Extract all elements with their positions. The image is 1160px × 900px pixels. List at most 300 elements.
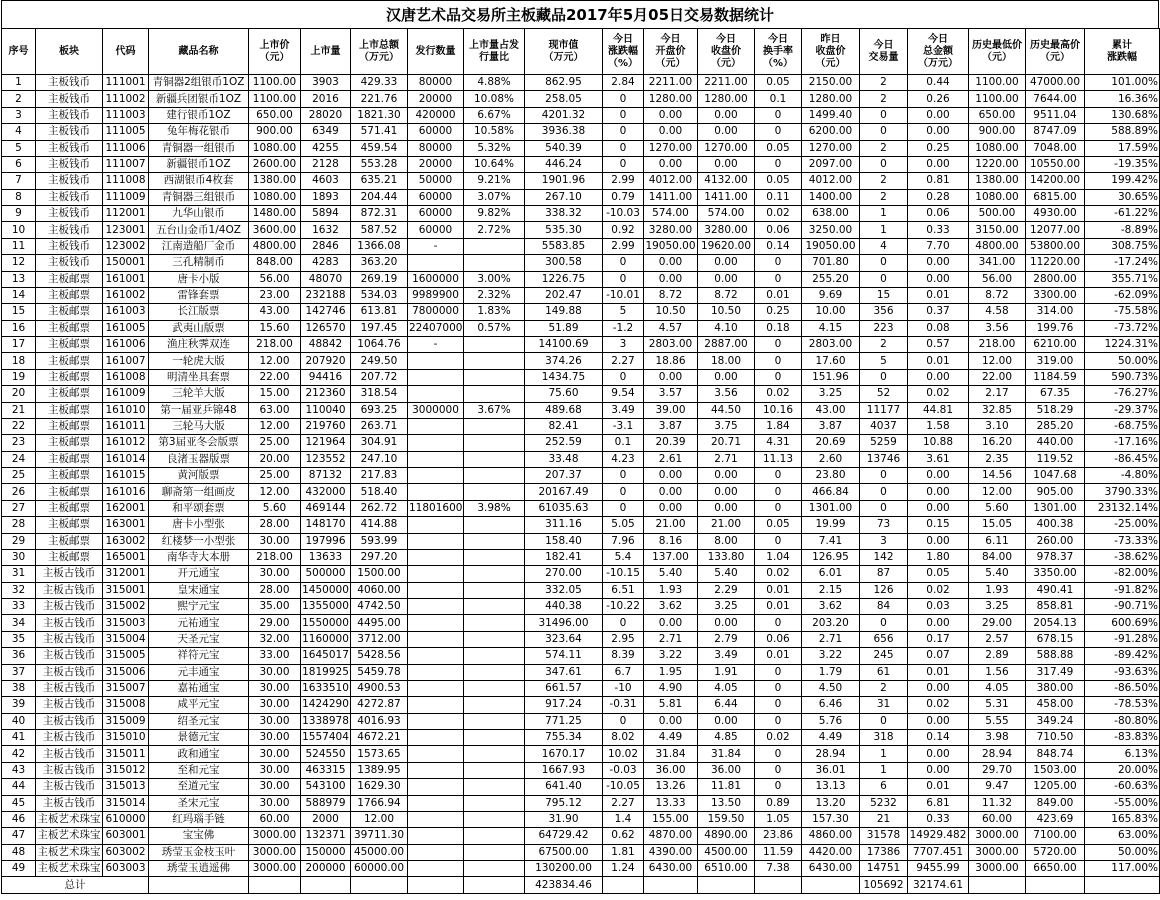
table-cell: 1632 [301,222,351,238]
table-cell: 主板古钱币 [36,779,103,795]
table-cell: 0 [860,615,908,631]
table-cell: 5.05 [603,517,644,533]
table-cell: 84.00 [969,549,1026,565]
table-cell: 1270.00 [644,140,698,156]
header-row [2,29,1160,75]
table-cell: 23.00 [249,287,301,303]
table-cell: 0 [603,615,644,631]
table-cell: 11177 [860,402,908,418]
table-cell: 23 [2,435,36,451]
table-cell [464,795,525,811]
table-cell: 656 [860,631,908,647]
table-cell: 4.31 [755,435,802,451]
table-cell: 158.40 [525,533,603,549]
table-cell: 0.00 [908,255,969,271]
table-cell: 420000 [408,107,464,123]
table-cell: -62.09% [1085,287,1160,303]
table-cell: 9.69 [802,287,860,303]
table-cell: 574.11 [525,648,603,664]
table-cell: 33.00 [249,648,301,664]
table-cell: 0.00 [908,107,969,123]
table-cell: -10.15 [603,566,644,582]
table-cell: 4255 [301,140,351,156]
table-cell: 13 [2,271,36,287]
table-cell [408,861,464,877]
table-cell: 285.20 [1026,418,1085,434]
table-cell: 0.26 [908,91,969,107]
table-cell: 317.49 [1026,664,1085,680]
table-cell: 18.86 [644,353,698,369]
table-cell: 0.07 [908,648,969,664]
table-row [2,140,1160,156]
table-cell: 0.1 [755,91,802,107]
table-cell: 2.84 [603,75,644,91]
table-cell: 142746 [301,304,351,320]
table-cell: 4.49 [644,730,698,746]
table-cell: 701.80 [802,255,860,271]
table-cell [408,451,464,467]
table-cell: 314.00 [1026,304,1085,320]
table-cell [464,549,525,565]
table-cell: 315011 [103,746,149,762]
table-cell: 4603 [301,173,351,189]
table-cell [408,386,464,402]
table-cell: 500000 [301,566,351,582]
table-cell: 315006 [103,664,149,680]
table-cell: 6.67% [464,107,525,123]
column-header: 代码 [103,29,149,75]
table-cell: 60000 [408,206,464,222]
table-cell: 1184.59 [1026,369,1085,385]
table-cell: 0.03 [908,599,969,615]
table-cell: 148170 [301,517,351,533]
table-cell: 30.00 [249,730,301,746]
table-cell: 2.17 [969,386,1026,402]
table-cell: 3.10 [969,418,1026,434]
table-cell: 6 [2,156,36,172]
table-cell: 主板古钱币 [36,615,103,631]
table-cell: 主板邮票 [36,320,103,336]
table-cell: 0.89 [755,795,802,811]
table-cell: 1901.96 [525,173,603,189]
table-cell: 29.00 [969,615,1026,631]
table-cell: 5.32% [464,140,525,156]
table-cell: -19.35% [1085,156,1160,172]
table-cell: 4.50 [802,680,860,696]
table-cell: 490.41 [1026,582,1085,598]
table-cell: 30.00 [249,566,301,582]
table-cell: 1380.00 [969,173,1026,189]
table-cell: 0 [603,713,644,729]
table-cell: 0 [755,484,802,500]
table-cell: 1.24 [603,861,644,877]
table-cell: 5.4 [603,549,644,565]
table-cell: 638.00 [802,206,860,222]
table-cell: 聊斋第一组画皮 [149,484,249,500]
table-cell: 423.69 [1026,811,1085,827]
table-cell: 10.50 [644,304,698,320]
table-cell: 163002 [103,533,149,549]
table-cell: 635.21 [351,173,408,189]
table-cell: 0.00 [908,615,969,631]
table-cell: 574.00 [644,206,698,222]
column-header: 板块 [36,29,103,75]
table-cell: 2 [860,75,908,91]
table-cell: 13.33 [644,795,698,811]
table-cell: 9455.99 [908,861,969,877]
table-cell: 4890.00 [698,828,755,844]
table-cell: 青铜器一组银币 [149,140,249,156]
table-cell: 204.44 [351,189,408,205]
table-cell: 1280.00 [802,91,860,107]
table-cell: 1557404 [301,730,351,746]
column-header: 历史最高价 （元） [1026,29,1085,75]
table-cell: 311.16 [525,517,603,533]
table-cell: 0.05 [908,566,969,582]
table-cell: 315004 [103,631,149,647]
table-cell: 249.50 [351,353,408,369]
table-cell: 3903 [301,75,351,91]
table-cell: 267.10 [525,189,603,205]
table-cell: 163001 [103,517,149,533]
table-cell: 9.47 [969,779,1026,795]
table-cell: 36.00 [698,762,755,778]
table-cell: 30.00 [249,762,301,778]
table-cell: 和平颂套票 [149,500,249,516]
table-cell: 45 [2,795,36,811]
table-cell: 6.01 [802,566,860,582]
table-cell: 3.62 [644,599,698,615]
table-row [2,648,1160,664]
table-cell: 0 [755,353,802,369]
table-cell: 1499.40 [802,107,860,123]
table-cell: 2.27 [603,795,644,811]
table-row [2,75,1160,91]
table-cell: -83.83% [1085,730,1160,746]
table-row [2,779,1160,795]
table-cell [408,435,464,451]
table-cell: 588979 [301,795,351,811]
table-cell: 4800.00 [249,238,301,254]
table-cell: 1645017 [301,648,351,664]
table-cell: 30 [2,549,36,565]
table-cell: 64729.42 [525,828,603,844]
table-cell: 56.00 [969,271,1026,287]
table-cell: 主板古钱币 [36,648,103,664]
table-cell: 304.91 [351,435,408,451]
table-cell: 60000 [408,222,464,238]
table-cell: 31578 [860,828,908,844]
table-cell: 主板邮票 [36,435,103,451]
table-cell: 159.50 [698,811,755,827]
table-cell: 4201.32 [525,107,603,123]
table-cell: 0.00 [698,124,755,140]
column-header: 今日 交易量 [860,29,908,75]
table-cell: 0 [755,533,802,549]
table-cell [408,877,464,893]
table-cell: 0.02 [755,566,802,582]
table-cell: 28.00 [249,582,301,598]
table-cell: 260.00 [1026,533,1085,549]
table-cell [408,844,464,860]
table-cell: 48842 [301,337,351,353]
table-cell: 青铜器三组银币 [149,189,249,205]
table-cell: 33 [2,599,36,615]
table-row [2,369,1160,385]
table-cell: 0.00 [698,468,755,484]
table-cell: 0 [755,468,802,484]
table-cell: 650.00 [249,107,301,123]
table-cell: 315009 [103,713,149,729]
table-cell: 540.39 [525,140,603,156]
table-cell: 0.00 [908,271,969,287]
table-cell: 603001 [103,828,149,844]
table-cell: 1280.00 [644,91,698,107]
table-cell: 263.71 [351,418,408,434]
table-cell: 2097.00 [802,156,860,172]
table-cell: 祥符元宝 [149,648,249,664]
table-cell: 1270.00 [802,140,860,156]
table-cell: 三孔精制币 [149,255,249,271]
table-cell: 主板邮票 [36,549,103,565]
table-cell [408,468,464,484]
table-cell: 466.84 [802,484,860,500]
table-cell: 6349 [301,124,351,140]
table-cell [464,615,525,631]
table-cell: 4742.50 [351,599,408,615]
table-cell: 3.98% [464,500,525,516]
table-cell: 693.25 [351,402,408,418]
column-header: 现市值 （万元） [525,29,603,75]
table-cell: 5.31 [969,697,1026,713]
table-cell: 4.23 [603,451,644,467]
table-cell [464,877,525,893]
table-cell: 18.00 [698,353,755,369]
table-cell: 0.00 [644,255,698,271]
table-cell: 唐卡小型张 [149,517,249,533]
table-cell: 126570 [301,320,351,336]
table-cell: 165001 [103,549,149,565]
table-cell: 315005 [103,648,149,664]
table-cell: 19.99 [802,517,860,533]
table-cell: 2.35 [969,451,1026,467]
table-cell: 14100.69 [525,337,603,353]
table-cell: 489.68 [525,402,603,418]
table-cell: 0.00 [644,500,698,516]
table-cell: 1224.31% [1085,337,1160,353]
table-cell: 17 [2,337,36,353]
table-cell: 161007 [103,353,149,369]
table-cell: 126 [860,582,908,598]
table-cell: 9.54 [603,386,644,402]
table-cell: 161003 [103,304,149,320]
table-cell: 0.01 [755,648,802,664]
table-cell: 73 [860,517,908,533]
table-cell: 111008 [103,173,149,189]
table-cell: 1355000 [301,599,351,615]
table-cell: 67500.00 [525,844,603,860]
table-cell: 67.35 [1026,386,1085,402]
table-cell: 2.71 [802,631,860,647]
table-cell: 20.00% [1085,762,1160,778]
table-cell: 3.25 [802,386,860,402]
table-cell: -78.53% [1085,697,1160,713]
table-cell: 主板古钱币 [36,631,103,647]
table-cell: 4.57 [644,320,698,336]
table-cell [408,255,464,271]
table-row [2,795,1160,811]
table-cell: 2150.00 [802,75,860,91]
table-cell: 0.00 [698,484,755,500]
table-cell: 30.00 [249,795,301,811]
table-cell: 5.76 [802,713,860,729]
table-cell: 8.72 [969,287,1026,303]
table-cell: 10 [2,222,36,238]
table-cell: 1629.30 [351,779,408,795]
table-cell: 2 [860,173,908,189]
table-row [2,189,1160,205]
table-cell [408,615,464,631]
table-cell: 212360 [301,386,351,402]
table-cell: 主板钱币 [36,189,103,205]
table-cell [1085,877,1160,893]
table-cell: 12 [2,255,36,271]
table-cell: 武夷山版票 [149,320,249,336]
table-cell: 155.00 [644,811,698,827]
table-cell: 主板古钱币 [36,566,103,582]
table-cell: 主板钱币 [36,140,103,156]
table-cell: 0.00 [908,533,969,549]
table-cell: 200000 [301,861,351,877]
table-cell: 1389.95 [351,762,408,778]
table-cell: 39 [2,697,36,713]
table-row [2,255,1160,271]
table-cell: 主板古钱币 [36,730,103,746]
table-cell: 0 [860,369,908,385]
table-cell: 319.00 [1026,353,1085,369]
table-cell: 0 [860,271,908,287]
table-cell: 94416 [301,369,351,385]
table-cell: 151.96 [802,369,860,385]
table-cell: 主板古钱币 [36,762,103,778]
table-cell: 0.14 [755,238,802,254]
table-cell: 17.59% [1085,140,1160,156]
table-cell: 4.85 [698,730,755,746]
table-cell: 0.37 [908,304,969,320]
table-cell: 11.32 [969,795,1026,811]
table-cell: 4.88% [464,75,525,91]
table-cell: 0 [860,124,908,140]
table-cell: 8.00 [698,533,755,549]
table-cell: 3.49 [698,648,755,664]
table-cell [408,631,464,647]
table-cell: 0 [755,762,802,778]
table-cell: 建行银币1OZ [149,107,249,123]
table-row [2,599,1160,615]
table-cell: 39.00 [644,402,698,418]
table-cell: 161010 [103,402,149,418]
table-cell: 22.00 [969,369,1026,385]
table-cell: 9.21% [464,173,525,189]
table-cell: 0 [603,255,644,271]
table-cell: 5232 [860,795,908,811]
table-cell: 五台山金币1/4OZ [149,222,249,238]
table-cell: 0 [860,500,908,516]
table-cell: 10.64% [464,156,525,172]
column-header: 序号 [2,29,36,75]
table-cell: -86.50% [1085,680,1160,696]
table-row [2,533,1160,549]
table-cell: 31.84 [698,746,755,762]
table-row [2,91,1160,107]
table-cell: 0.01 [755,582,802,598]
table-cell: 26 [2,484,36,500]
table-cell: 19 [2,369,36,385]
table-cell: 29.00 [249,615,301,631]
table-cell: 5583.85 [525,238,603,254]
table-cell: 0.81 [908,173,969,189]
table-cell: 4420.00 [802,844,860,860]
table-cell: 374.26 [525,353,603,369]
table-cell [301,877,351,893]
table-cell: 32 [2,582,36,598]
table-row [2,746,1160,762]
table-cell: 15.00 [249,386,301,402]
table-cell: 10550.00 [1026,156,1085,172]
table-cell: 31.90 [525,811,603,827]
table-cell: -29.37% [1085,402,1160,418]
table-cell: 青铜器2组银币1OZ [149,75,249,91]
table-cell: 28.94 [802,746,860,762]
table-cell: 1280.00 [698,91,755,107]
table-cell: 22407000 [408,320,464,336]
table-cell: 23.80 [802,468,860,484]
table-cell: 678.15 [1026,631,1085,647]
table-cell: 247.10 [351,451,408,467]
table-cell: 明清坐具套票 [149,369,249,385]
table-cell: 3300.00 [1026,287,1085,303]
table-cell: 39711.30 [351,828,408,844]
table-cell: 60.00 [969,811,1026,827]
table-cell: 315008 [103,697,149,713]
table-row [2,730,1160,746]
table-cell: 132371 [301,828,351,844]
table-cell: 0 [603,140,644,156]
table-cell: 1450000 [301,582,351,598]
table-cell: 459.54 [351,140,408,156]
table-cell: 80000 [408,75,464,91]
table-cell: 20.69 [802,435,860,451]
table-cell: 主板邮票 [36,451,103,467]
table-cell: 161009 [103,386,149,402]
table-cell: 2800.00 [1026,271,1085,287]
table-cell: 1080.00 [969,140,1026,156]
table-cell: 4037 [860,418,908,434]
table-cell: 0.62 [603,828,644,844]
table-cell: 1100.00 [969,91,1026,107]
table-cell: 207.37 [525,468,603,484]
table-cell: 4016.93 [351,713,408,729]
table-cell: 6430.00 [644,861,698,877]
table-cell: 535.30 [525,222,603,238]
table-cell: 1.58 [908,418,969,434]
table-cell: 0.01 [908,287,969,303]
table-cell: 0.25 [755,304,802,320]
table-cell: -10.22 [603,599,644,615]
table-cell: 349.24 [1026,713,1085,729]
table-cell: 主板古钱币 [36,680,103,696]
table-cell: 6650.00 [1026,861,1085,877]
